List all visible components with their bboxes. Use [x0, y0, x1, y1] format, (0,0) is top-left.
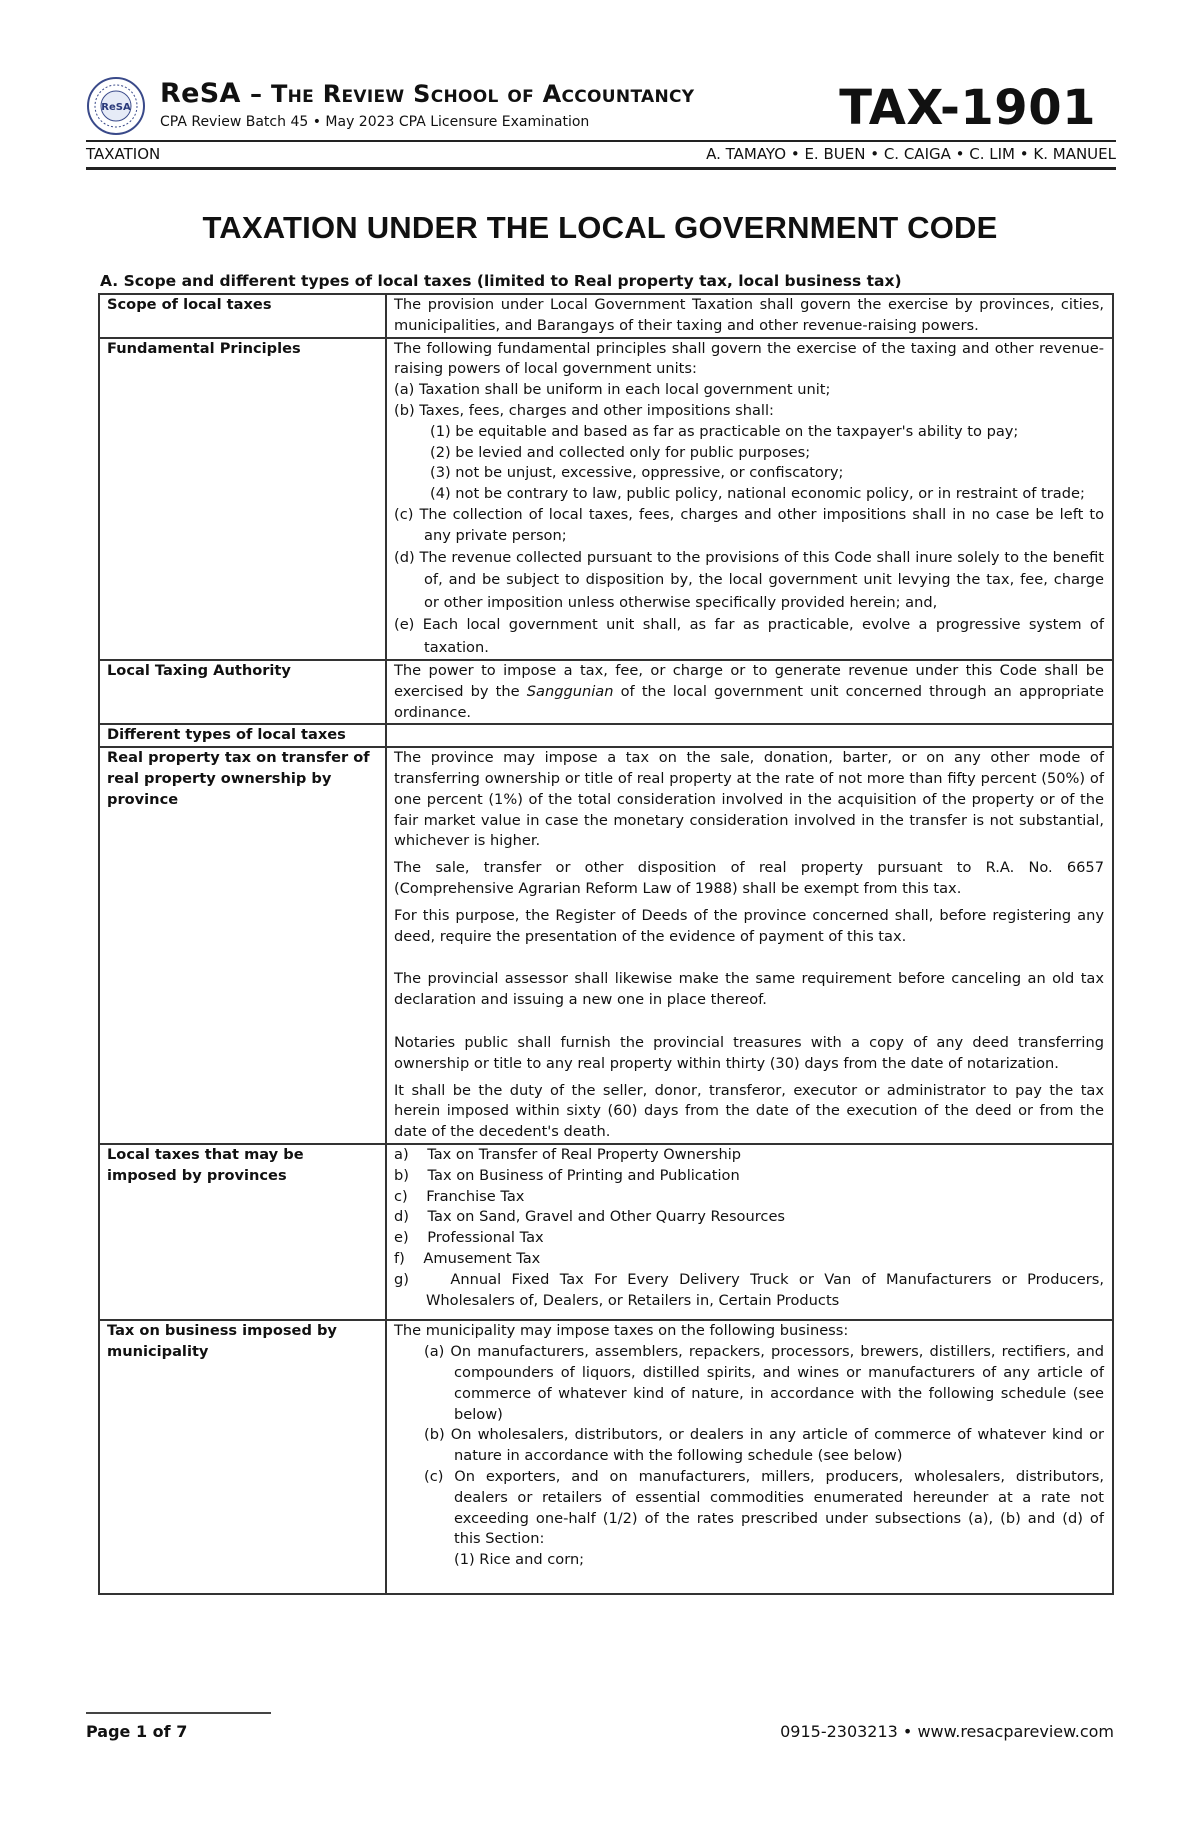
- rpt-paragraph: For this purpose, the Register of Deeds of the province concerned shall, before registering any deed, require the presentation of the evidence of payment of this tax.: [394, 906, 1104, 945]
- list-text: Professional Tax: [427, 1229, 544, 1247]
- contact-info: 0915-2303213 • www.resacpareview.com: [780, 1722, 1114, 1741]
- document-header: [86, 76, 1116, 144]
- list-marker: e): [394, 1229, 409, 1247]
- list-text: Tax on Transfer of Real Property Ownership: [427, 1146, 742, 1163]
- row-content: The provision under Local Government Taxation shall govern the exercise by provinces, cities, municipalities, and Barangays of their taxing and other revenue-raising powers.: [386, 294, 1113, 338]
- municipality-intro: The municipality may impose taxes on the following business:: [394, 1322, 849, 1340]
- principle-a: (a) Taxation shall be uniform in each local government unit;: [394, 381, 831, 399]
- table-row: [99, 1144, 1113, 1320]
- authors: A. TAMAYO • E. BUEN • C. CAIGA • C. LIM • K. MANUEL: [706, 145, 1116, 163]
- rpt-paragraph: The provincial assessor shall likewise make the same requirement before canceling an old tax declaration and issuing a new one in place thereof.: [394, 970, 1104, 1009]
- authority-text: The power to impose a tax, fee, or charge or to generate revenue under this Code shall be exercised by the: [394, 662, 1104, 700]
- table-row: [99, 338, 1113, 660]
- row-label: Fundamental Principles: [99, 338, 386, 660]
- header-divider-bottom: [86, 167, 1116, 170]
- table-row: [99, 724, 1113, 747]
- table-row: [99, 1320, 1113, 1594]
- list-text: Franchise Tax: [426, 1187, 525, 1205]
- list-marker: d): [394, 1208, 409, 1226]
- row-content-empty: [386, 724, 1113, 747]
- row-label: Scope of local taxes: [99, 294, 386, 338]
- row-content: [386, 1144, 1113, 1320]
- rpt-paragraph: It shall be the duty of the seller, donor, transferor, executor or administrator to pay the tax herein imposed within sixty (60) days from the date of the execution of the deed or from the date of the decedent's death.: [394, 1081, 1104, 1141]
- section-heading: A. Scope and different types of local taxes (limited to Real property tax, local business tax): [100, 272, 902, 290]
- list-item: [394, 1228, 1104, 1249]
- row-label: Tax on business imposed by municipality: [99, 1320, 386, 1594]
- table-row: [99, 660, 1113, 724]
- list-item: [394, 1249, 1104, 1270]
- municipality-c: (c) On exporters, and on manufacturers, millers, producers, wholesalers, distributors, dealers or retailers of essential commodities enumerated hereunder at a rate not exceeding one-half (1/2) of the rates prescribed under subsections (a), (b) and (d) of this Section:: [424, 1467, 1104, 1548]
- table-row: [99, 294, 1113, 338]
- authority-italic: Sanggunian: [526, 682, 614, 700]
- principle-b3: (3) not be unjust, excessive, oppressive, or confiscatory;: [430, 464, 844, 482]
- list-marker: a): [394, 1146, 409, 1163]
- row-label: Local Taxing Authority: [99, 660, 386, 724]
- table-row: [99, 747, 1113, 1144]
- authority-text-end: of the local government unit concerned through an appropriate ordinance.: [394, 682, 1104, 721]
- list-item: [394, 1166, 1104, 1187]
- list-text: Tax on Sand, Gravel and Other Quarry Resources: [427, 1208, 786, 1226]
- page-number: Page 1 of 7: [86, 1722, 188, 1741]
- list-item: [394, 1207, 1104, 1228]
- row-content: [386, 747, 1113, 1144]
- municipality-a: (a) On manufacturers, assemblers, repackers, processors, brewers, distillers, rectifiers, and compounders of liquors, distilled spirits, and wines or manufacturers of any article of commerce of whatever kind of nature, in accordance with the following schedule (see below): [424, 1343, 1104, 1423]
- page-title: TAXATION UNDER THE LOCAL GOVERNMENT CODE: [202, 210, 998, 245]
- resa-logo: [86, 76, 146, 136]
- row-label: Real property tax on transfer of real property ownership by province: [99, 747, 386, 1144]
- document-code: TAX-1901: [839, 80, 1096, 136]
- footer-divider: [86, 1712, 271, 1714]
- principle-b: (b) Taxes, fees, charges and other impositions shall:: [394, 401, 774, 419]
- principle-d: (d) The revenue collected pursuant to the provisions of this Code shall inure solely to the benefit of, and be subject to disposition by, the local government unit levying the tax, fee, charge or other imposition unless otherwise specifically provided herein; and,: [394, 548, 1104, 611]
- principle-b4: (4) not be contrary to law, public policy, national economic policy, or in restraint of trade;: [430, 485, 1085, 503]
- row-content: [386, 660, 1113, 724]
- subject-label: TAXATION: [86, 145, 161, 163]
- municipality-b: (b) On wholesalers, distributors, or dealers in any article of commerce of whatever kind or nature in accordance with the following schedule (see below): [424, 1426, 1104, 1465]
- list-item: [394, 1187, 1104, 1208]
- list-marker: f): [394, 1249, 405, 1267]
- list-text: Annual Fixed Tax For Every Delivery Truck or Van of Manufacturers or Producers, Wholesalers of, Dealers, or Retailers in, Certain Products: [426, 1270, 1104, 1309]
- rpt-paragraph: Notaries public shall furnish the provincial treasures with a copy of any deed transferring ownership or title to any real property within thirty (30) days from the date of notarization.: [394, 1034, 1104, 1072]
- row-content: [386, 1320, 1113, 1594]
- header-divider: [86, 140, 1116, 142]
- logo-text: ReSA: [101, 102, 131, 113]
- school-full-name: – The Review School of Accountancy: [250, 80, 695, 108]
- list-text: Tax on Business of Printing and Publication: [427, 1166, 740, 1184]
- list-item: [394, 1145, 1104, 1166]
- list-marker: b): [394, 1166, 409, 1184]
- principles-intro: The following fundamental principles shall govern the exercise of the taxing and other revenue-raising powers of local government units:: [394, 339, 1104, 378]
- list-marker: g): [394, 1270, 409, 1288]
- brand-name: ReSA: [160, 78, 241, 109]
- row-content: [386, 338, 1113, 660]
- principle-b2: (2) be levied and collected only for public purposes;: [430, 443, 811, 461]
- list-marker: c): [394, 1187, 408, 1205]
- batch-info: CPA Review Batch 45 • May 2023 CPA Licensure Examination: [160, 114, 590, 130]
- local-taxes-table: [98, 293, 1114, 1595]
- school-name: [160, 78, 694, 109]
- list-text: Amusement Tax: [423, 1249, 541, 1267]
- principle-c: (c) The collection of local taxes, fees, charges and other impositions shall in no case be left to any private person;: [394, 505, 1104, 544]
- principle-b1: (1) be equitable and based as far as practicable on the taxpayer's ability to pay;: [430, 422, 1019, 440]
- row-label: Different types of local taxes: [99, 724, 386, 747]
- principle-e: (e) Each local government unit shall, as far as practicable, evolve a progressive system of taxation.: [394, 616, 1104, 656]
- row-label: Local taxes that may be imposed by provinces: [99, 1144, 386, 1320]
- rpt-paragraph: The province may impose a tax on the sale, donation, barter, or on any other mode of transferring ownership or title of real property at the rate of not more than fifty percent (50%) of one percent (1%) of the total consideration involved in the acquisition of the property or of the fair market value in case the monetary consideration involved in the transfer is not substantial, whichever is higher.: [394, 749, 1104, 850]
- list-item: [394, 1270, 1104, 1312]
- municipality-c1: (1) Rice and corn;: [454, 1551, 585, 1569]
- rpt-paragraph: The sale, transfer or other disposition of real property pursuant to R.A. No. 6657 (Comprehensive Agrarian Reform Law of 1988) shall be exempt from this tax.: [394, 859, 1104, 898]
